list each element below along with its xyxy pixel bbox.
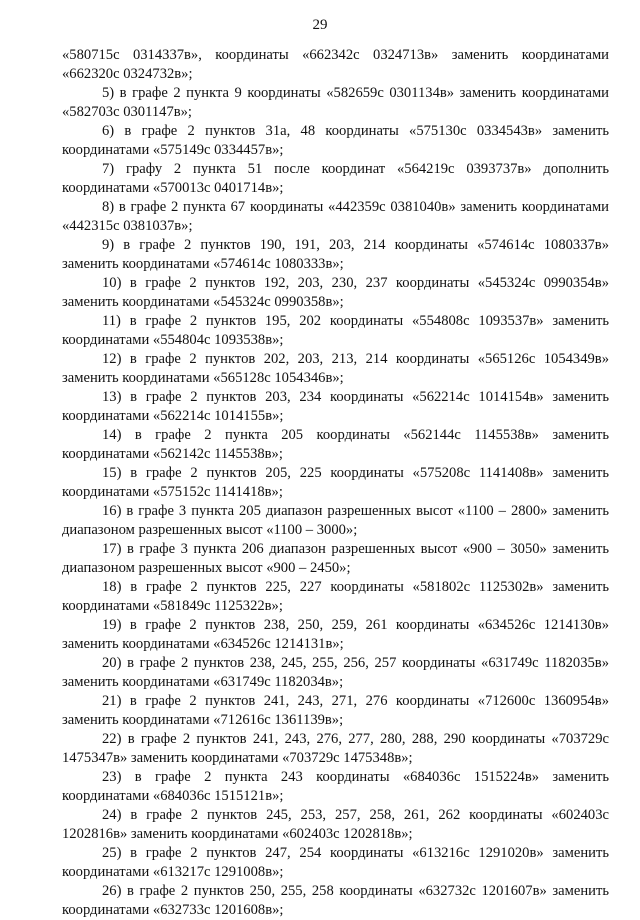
document-body <box>62 46 609 920</box>
amendment-item: 24) в графе 2 пунктов 245, 253, 257, 258, 261, 262 координаты «602403с 1202816в» заменить координатами «602403с 1202818в»; <box>62 807 609 842</box>
amendment-item: 9) в графе 2 пунктов 190, 191, 203, 214 координаты «574614с 1080337в» заменить координатами «574614с 1080333в»; <box>62 237 609 272</box>
amendment-item: 13) в графе 2 пунктов 203, 234 координаты «562214с 1014154в» заменить координатами «562214с 1014155в»; <box>62 389 609 424</box>
amendment-item: 5) в графе 2 пункта 9 координаты «582659с 0301134в» заменить координатами «582703с 0301147в»; <box>62 85 609 120</box>
amendment-item: 15) в графе 2 пунктов 205, 225 координаты «575208с 1141408в» заменить координатами «575152с 1141418в»; <box>62 465 609 500</box>
amendment-item: 19) в графе 2 пунктов 238, 250, 259, 261 координаты «634526с 1214130в» заменить координатами «634526с 1214131в»; <box>62 617 609 652</box>
amendment-item: 20) в графе 2 пунктов 238, 245, 255, 256, 257 координаты «631749с 1182035в» заменить координатами «631749с 1182034в»; <box>62 655 609 690</box>
amendment-item: 16) в графе 3 пункта 205 диапазон разрешенных высот «1100 – 2800» заменить диапазоном разрешенных высот «1100 – 3000»; <box>62 503 609 538</box>
amendment-item: 11) в графе 2 пунктов 195, 202 координаты «554808с 1093537в» заменить координатами «554804с 1093538в»; <box>62 313 609 348</box>
amendment-item: 18) в графе 2 пунктов 225, 227 координаты «581802с 1125302в» заменить координатами «581849с 1125322в»; <box>62 579 609 614</box>
amendment-item: 23) в графе 2 пункта 243 координаты «684036с 1515224в» заменить координатами «684036с 1515121в»; <box>62 769 609 804</box>
amendment-item: 25) в графе 2 пунктов 247, 254 координаты «613216с 1291020в» заменить координатами «613217с 1291008в»; <box>62 845 609 880</box>
amendment-item: 17) в графе 3 пункта 206 диапазон разрешенных высот «900 – 3050» заменить диапазоном разрешенных высот «900 – 2450»; <box>62 541 609 576</box>
amendment-item: 10) в графе 2 пунктов 192, 203, 230, 237 координаты «545324с 0990354в» заменить координатами «545324с 0990358в»; <box>62 275 609 310</box>
paragraph-continuation: «580715с 0314337в», координаты «662342с 0324713в» заменить координатами «662320с 0324732в»; <box>62 47 609 82</box>
amendment-item: 12) в графе 2 пунктов 202, 203, 213, 214 координаты «565126с 1054349в» заменить координатами «565128с 1054346в»; <box>62 351 609 386</box>
amendment-item: 21) в графе 2 пунктов 241, 243, 271, 276 координаты «712600с 1360954в» заменить координатами «712616с 1361139в»; <box>62 693 609 728</box>
amendment-item: 14) в графе 2 пункта 205 координаты «562144с 1145538в» заменить координатами «562142с 1145538в»; <box>62 427 609 462</box>
page-number: 29 <box>312 17 328 33</box>
amendment-item: 7) графу 2 пункта 51 после координат «564219с 0393737в» дополнить координатами «570013с 0401714в»; <box>62 161 609 196</box>
amendment-item: 8) в графе 2 пункта 67 координаты «442359с 0381040в» заменить координатами «442315с 0381037в»; <box>62 199 609 234</box>
amendment-item: 22) в графе 2 пунктов 241, 243, 276, 277, 280, 288, 290 координаты «703729с 1475347в» заменить координатами «703729с 1475348в»; <box>62 731 609 766</box>
amendment-item: 26) в графе 2 пунктов 250, 255, 258 координаты «632732с 1201607в» заменить координатами «632733с 1201608в»; <box>62 883 609 918</box>
amendment-item: 6) в графе 2 пунктов 31а, 48 координаты «575130с 0334543в» заменить координатами «575149с 0334457в»; <box>62 123 609 158</box>
